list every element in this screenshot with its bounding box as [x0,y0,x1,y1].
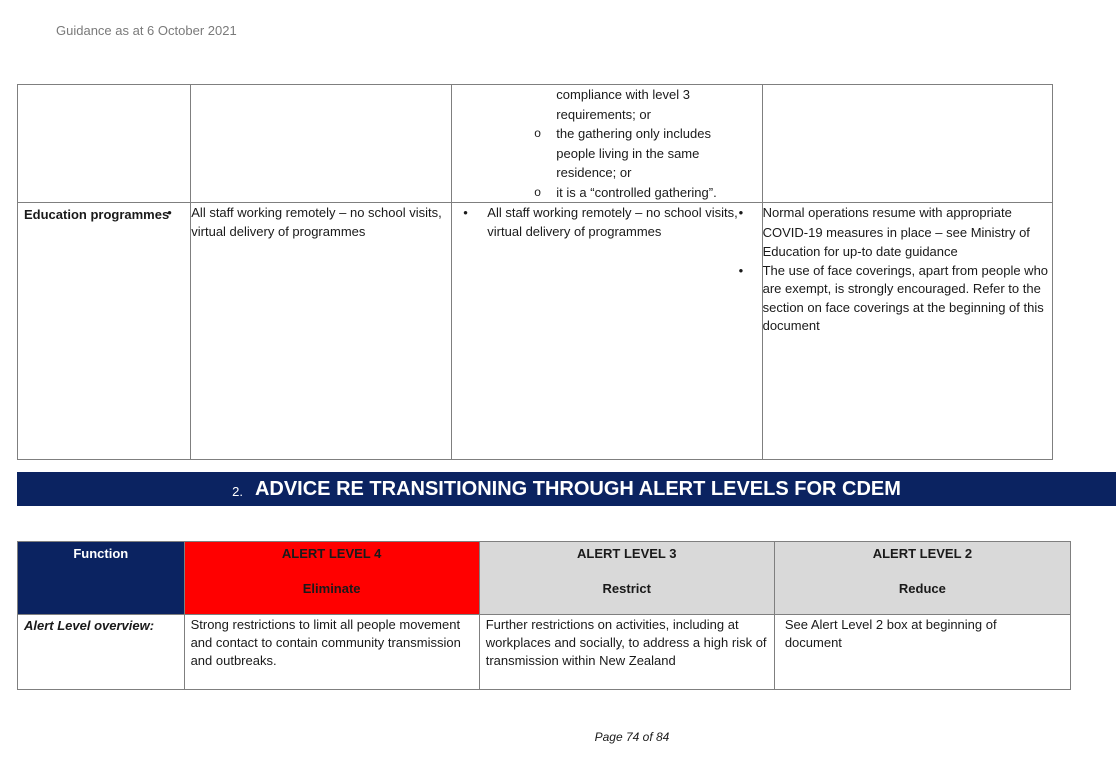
education-level2-bullet: • The use of face coverings, apart from people who are exempt, is strongly encouraged. Refer to the section on face coverings at the beginning of this document [763,262,1052,336]
page-number: Page 74 of 84 [594,730,670,744]
continued-line: residence; or [556,165,632,180]
table-row-education [18,203,1053,460]
level2-title: ALERT LEVEL 2 [872,546,973,561]
continued-line: people living in the same [556,145,700,161]
continued-line: requirements; or [556,106,651,122]
education-level3-cell [452,203,762,460]
header-alert-level-4 [184,542,479,615]
page-header: Guidance as at 6 October 2021 [56,23,237,38]
page-footer [0,728,1116,747]
continued-bullet: o the gathering only includes [556,124,761,144]
overview-label: Alert Level overview: [18,615,185,690]
education-level2-bullet: • Normal operations resume with appropriate COVID-19 measures in place – see Ministry of Education for up-to date guidance [763,203,1052,262]
cell-level2-empty [762,85,1052,203]
section-heading-banner [17,472,1116,506]
continued-line: compliance with level 3 [556,87,690,102]
table-header-row [18,542,1071,615]
header-function-label: Function [73,546,129,561]
level4-title: ALERT LEVEL 4 [281,546,382,561]
overview-level3: Further restrictions on activities, including at workplaces and socially, to address a high risk of transmission within New Zealand [479,615,774,690]
level3-title: ALERT LEVEL 3 [577,546,677,561]
education-level4-cell [191,203,452,460]
cell-level3-continued [452,85,762,203]
level4-subtitle: Eliminate [302,581,361,596]
guidance-table-continued [17,84,1053,460]
cell-level4-empty [191,85,452,203]
overview-level4: Strong restrictions to limit all people movement and contact to contain community transmission and outbreaks. [184,615,479,690]
table-row-overview [18,615,1071,690]
table-row-continued [18,85,1053,203]
education-level4-bullet: • All staff working remotely – no school visits, virtual delivery of programmes [191,203,451,241]
level2-subtitle: Reduce [898,581,946,596]
header-alert-level-2 [774,542,1070,615]
continued-bullet: o it is a “controlled gathering”. [556,183,761,203]
header-alert-level-3 [479,542,774,615]
section-number: 2. [232,483,243,499]
overview-level2: See Alert Level 2 box at beginning of document [774,615,1070,690]
section-title: ADVICE RE TRANSITIONING THROUGH ALERT LEVELS FOR CDEM [254,477,901,500]
education-level2-cell [762,203,1052,460]
cell-function-empty [18,85,191,203]
continued-list [452,85,761,202]
education-level3-bullet: • All staff working remotely – no school visits, virtual delivery of programmes [487,203,761,241]
education-label: Education programmes [18,203,191,460]
level3-subtitle: Restrict [602,581,651,596]
header-function [18,542,185,615]
cdem-alert-levels-table [17,541,1071,690]
